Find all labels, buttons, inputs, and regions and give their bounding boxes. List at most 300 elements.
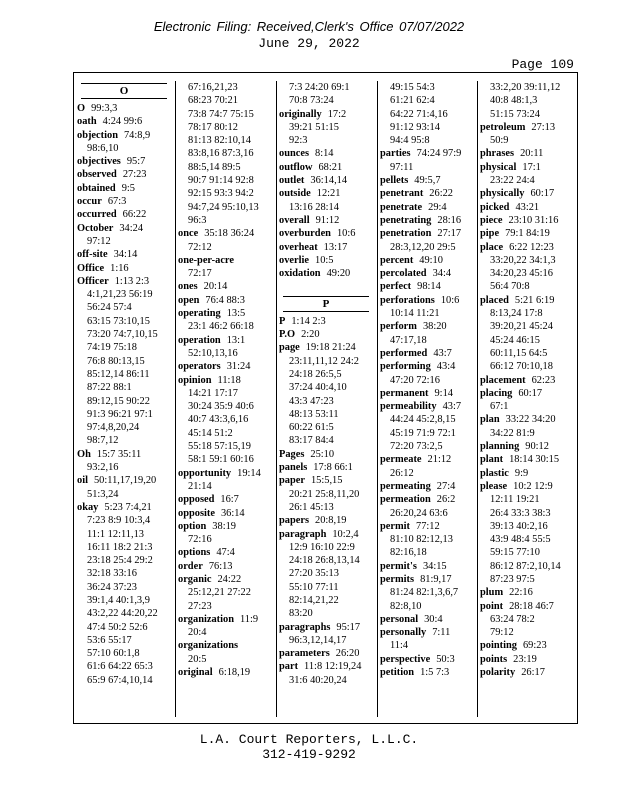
index-references: 22:16 (509, 587, 533, 599)
index-term: permanent (380, 387, 429, 399)
index-term: placing (480, 387, 513, 399)
index-references: 69:23 (522, 640, 547, 652)
index-continuation: 79:12 (490, 627, 514, 639)
index-entry (380, 214, 474, 227)
index-continuation: 83:8,16 87:3,16 (188, 148, 254, 160)
index-entry (279, 174, 373, 187)
blank-line (279, 280, 373, 293)
index-continuation: 92:15 93:3 94:2 (188, 188, 254, 200)
index-continuation: 96:3 (188, 214, 207, 226)
index-term: Office (77, 262, 105, 274)
index-entry (279, 461, 373, 474)
index-continuation: 44:24 45:2,8,15 (390, 414, 456, 426)
index-entry (178, 666, 272, 679)
footer-phone: 312-419-9292 (262, 747, 356, 762)
index-continuation: 27:23 (188, 600, 212, 612)
section-letter: P (283, 296, 369, 312)
index-references: 21:12 (427, 454, 452, 466)
index-continuation: 76:8 80:13,15 (87, 355, 145, 367)
index-references: 9:14 (434, 387, 453, 399)
index-references: 91:12 (315, 214, 340, 226)
column-divider (377, 81, 378, 717)
index-references: 25:10 (310, 448, 335, 460)
index-term: personally (380, 627, 427, 639)
index-references: 76:4 88:3 (205, 294, 245, 306)
section-letter: O (81, 83, 167, 99)
index-references: 67:3 (107, 196, 127, 208)
index-continuation: 97:11 (390, 161, 414, 173)
index-term: opinion (178, 374, 212, 386)
index-entry (380, 294, 474, 307)
index-continuation: 32:18 33:16 (87, 568, 137, 580)
index-term: overheat (279, 241, 318, 253)
index-entry (178, 613, 272, 626)
index-entry (178, 254, 272, 267)
index-term: part (279, 661, 299, 673)
index-continuation: 13:16 28:14 (289, 201, 339, 213)
index-continuation: 20:5 (188, 653, 207, 665)
index-entry (480, 161, 574, 174)
index-term: originally (279, 108, 322, 120)
index-references: 1:5 7:3 (420, 667, 450, 679)
index-continuation: 55:18 57:15,19 (188, 441, 251, 453)
index-entry (279, 328, 373, 341)
index-continuation: 10:14 11:21 (390, 308, 440, 320)
index-references: 7:11 (432, 627, 451, 639)
index-continuation: 51:3,24 (87, 488, 119, 500)
index-continuation: 55:10 77:11 (289, 581, 339, 593)
index-term: perfect (380, 281, 412, 293)
index-continuation: 68:23 70:21 (188, 95, 238, 107)
index-entry (77, 275, 171, 288)
index-term: page (279, 342, 300, 354)
index-references: 20:8,19 (315, 515, 347, 527)
index-entry (279, 147, 373, 160)
index-references: 17:1 (522, 161, 541, 173)
index-term: performed (380, 347, 428, 359)
index-entry (380, 147, 474, 160)
index-continuation: 81:24 82:1,3,6,7 (390, 587, 459, 599)
index-continuation: 92:3 (289, 135, 308, 147)
index-entry (279, 474, 373, 487)
index-term: observed (77, 169, 117, 181)
index-continuation: 98:7,12 (87, 435, 119, 447)
index-entry (380, 480, 474, 493)
index-references: 95:17 (336, 621, 361, 633)
index-term: original (178, 667, 213, 679)
column-divider (276, 81, 277, 717)
index-entry (178, 360, 272, 373)
index-continuation: 47:20 72:16 (390, 374, 440, 386)
index-term: ones (178, 281, 198, 293)
index-references: 1:14 2:3 (291, 315, 326, 327)
index-continuation: 49:15 54:3 (390, 82, 435, 93)
index-references: 34:4 (432, 268, 452, 280)
index-entry (77, 168, 171, 181)
index-entry (279, 187, 373, 200)
index-entry (480, 639, 574, 652)
index-continuation: 98:6,10 (87, 142, 119, 154)
index-continuation: 45:19 71:9 72:1 (390, 427, 456, 439)
index-continuation: 87:23 97:5 (490, 573, 535, 585)
index-term: options (178, 547, 211, 559)
document-date: June 29, 2022 (258, 36, 360, 51)
index-term: petition (380, 667, 415, 679)
index-entry (279, 161, 373, 174)
index-continuation: 72:17 (188, 268, 212, 280)
index-references: 98:14 (417, 281, 441, 293)
index-term: permeation (380, 494, 431, 506)
index-term: pipe (480, 228, 500, 240)
index-references: 33:22 34:20 (505, 414, 556, 426)
index-continuation: 57:10 60:1,8 (87, 648, 140, 660)
index-continuation: 73:8 74:7 75:15 (188, 108, 254, 120)
index-entry (380, 187, 474, 200)
index-term: papers (279, 515, 310, 527)
index-continuation: 81:13 82:10,14 (188, 135, 251, 147)
index-references: 50:11,17,19,20 (93, 475, 157, 487)
index-continuation: 85:12,14 86:11 (87, 368, 150, 380)
index-entry (178, 334, 272, 347)
index-references: 27:13 (531, 121, 556, 133)
index-term: personal (380, 613, 419, 625)
index-references: 74:8,9 (123, 129, 151, 141)
index-continuation: 23:18 25:4 29:2 (87, 555, 153, 567)
index-references: 38:20 (422, 321, 447, 333)
index-entry (178, 546, 272, 559)
index-continuation: 72:12 (188, 241, 212, 253)
index-continuation: 34:22 81:9 (490, 427, 535, 439)
index-term: October (77, 222, 114, 234)
index-references: 10:6 (440, 294, 460, 306)
index-references: 23:10 31:16 (508, 214, 559, 226)
index-term: objection (77, 129, 118, 141)
index-term: pellets (380, 175, 409, 187)
index-entry (380, 254, 474, 267)
index-references: 13:5 (226, 308, 246, 320)
index-continuation: 25:12,21 27:22 (188, 587, 251, 599)
index-continuation: 89:12,15 90:22 (87, 395, 150, 407)
index-references: 27:17 (437, 228, 462, 240)
index-continuation: 7:23 8:9 10:3,4 (87, 515, 151, 527)
index-term: organization (178, 613, 234, 625)
index-entry (178, 573, 272, 586)
index-term: opposed (178, 494, 215, 506)
index-references: 49:10 (419, 254, 443, 266)
index-term: organic (178, 573, 212, 585)
index-term: once (178, 228, 199, 240)
index-term: physically (480, 188, 525, 200)
index-continuation: 47:4 50:2 52:6 (87, 621, 148, 633)
index-entry (77, 208, 171, 221)
index-continuation: 82:8,10 (390, 600, 422, 612)
index-continuation: 88:5,14 89:5 (188, 161, 241, 173)
index-continuation: 73:20 74:7,10,15 (87, 329, 158, 341)
index-term: outside (279, 188, 311, 200)
index-term: permit's (380, 560, 417, 572)
index-continuation: 91:3 96:21 97:1 (87, 408, 153, 420)
index-continuation: 83:17 84:4 (289, 435, 334, 447)
index-continuation: 61:21 62:4 (390, 95, 435, 107)
index-continuation: 94:7,24 95:10,13 (188, 201, 259, 213)
index-continuation: 36:24 37:23 (87, 581, 137, 593)
index-continuation: 56:24 57:4 (87, 302, 132, 314)
index-entry (380, 280, 474, 293)
index-continuation: 43:9 48:4 55:5 (490, 534, 551, 546)
index-continuation: 33:2,20 39:11,12 (490, 82, 561, 93)
index-term: permit (380, 520, 411, 532)
index-term: P (279, 315, 286, 327)
index-continuation: 14:21 17:17 (188, 387, 238, 399)
index-references: 5:23 7:4,21 (104, 501, 152, 513)
index-entry (480, 374, 574, 387)
index-entry (480, 586, 574, 599)
index-continuation: 34:20,23 45:16 (490, 268, 553, 280)
index-term: order (178, 560, 203, 572)
index-column-1 (77, 81, 171, 717)
index-term: plan (480, 414, 500, 426)
index-entry (178, 280, 272, 293)
index-entry (279, 214, 373, 227)
index-term: planning (480, 441, 520, 453)
index-references: 90:12 (525, 441, 549, 453)
index-continuation: 47:17,18 (390, 334, 427, 346)
index-term: physical (480, 161, 517, 173)
index-entry (178, 493, 272, 506)
index-term: paragraph (279, 528, 327, 540)
index-continuation: 81:10 82:12,13 (390, 534, 453, 546)
index-continuation: 93:2,16 (87, 462, 119, 474)
index-term: oxidation (279, 268, 321, 280)
index-term: operators (178, 361, 221, 373)
index-term: penetration (380, 228, 432, 240)
index-continuation: 52:10,13,16 (188, 347, 238, 359)
index-entry (279, 241, 373, 254)
index-references: 6:22 12:23 (509, 241, 554, 253)
index-term: outlet (279, 175, 305, 187)
index-term: parameters (279, 648, 330, 660)
index-continuation: 45:14 51:2 (188, 427, 233, 439)
index-term: point (480, 600, 504, 612)
index-entry (380, 227, 474, 240)
index-term: paper (279, 475, 305, 487)
index-references: 50:3 (436, 653, 455, 665)
index-entry (279, 108, 373, 121)
index-continuation: 11:1 12:11,13 (87, 528, 144, 540)
index-term: phrases (480, 148, 515, 160)
index-continuation: 67:16,21,23 (188, 82, 238, 93)
index-entry (77, 501, 171, 514)
index-references: 43:4 (436, 361, 456, 373)
index-term: overall (279, 214, 310, 226)
index-references: 31:24 (226, 361, 251, 373)
index-references: 4:24 99:6 (102, 116, 143, 128)
index-references: 17:8 66:1 (313, 462, 353, 474)
index-references: 34:14 (113, 249, 138, 261)
index-entry (279, 621, 373, 634)
index-continuation: 61:6 64:22 65:3 (87, 661, 153, 673)
index-term: overlie (279, 254, 309, 266)
index-entry (480, 294, 574, 307)
index-references: 43:7 (433, 347, 452, 359)
index-entry (178, 374, 272, 387)
index-entry (77, 222, 171, 235)
index-term: occurred (77, 209, 117, 221)
index-frame (73, 72, 578, 724)
index-continuation: 70:8 73:24 (289, 95, 334, 107)
index-column-2 (178, 81, 272, 717)
index-references: 23:19 (513, 653, 537, 665)
index-references: 29:4 (428, 201, 447, 213)
index-continuation: 56:4 70:8 (490, 281, 530, 293)
index-entry (279, 647, 373, 660)
index-references: 28:18 46:7 (509, 600, 554, 612)
index-references: 10:2,4 (332, 528, 359, 540)
index-continuation: 8:13,24 17:8 (490, 308, 543, 320)
index-references: 95:7 (126, 156, 146, 168)
index-term: outflow (279, 161, 313, 173)
index-references: 12:21 (316, 188, 341, 200)
index-term: operation (178, 334, 221, 346)
index-entry (178, 507, 272, 520)
index-references: 68:21 (318, 161, 343, 173)
index-entry (178, 294, 272, 307)
index-continuation: 94:4 95:8 (390, 135, 430, 147)
index-term: plant (480, 454, 504, 466)
index-entry (480, 653, 574, 666)
index-continuation: 33:20,22 34:1,3 (490, 254, 556, 266)
index-continuation: 74:19 75:18 (87, 342, 137, 354)
index-references: 36:14 (220, 507, 245, 519)
index-term: occur (77, 196, 102, 208)
index-entry (279, 227, 373, 240)
index-references: 49:20 (326, 268, 351, 280)
index-continuation: 23:1 46:2 66:18 (188, 321, 254, 333)
index-term: oil (77, 475, 88, 487)
index-entry (380, 201, 474, 214)
filing-stamp: Electronic Filing: Received,Clerk's Office 07/07/2022 (153, 19, 465, 34)
index-entry (279, 315, 373, 328)
index-continuation: 96:3,12,14,17 (289, 634, 347, 646)
index-term: placement (480, 374, 526, 386)
index-entry (77, 448, 171, 461)
index-term: obtained (77, 182, 116, 194)
index-term: opportunity (178, 467, 232, 479)
index-references: 77:12 (416, 520, 440, 532)
index-continuation: 39:21 51:15 (289, 121, 339, 133)
index-entry (480, 201, 574, 214)
index-term: panels (279, 462, 308, 474)
footer-company: L.A. Court Reporters, L.L.C. (199, 732, 419, 747)
index-references: 16:7 (220, 494, 239, 506)
index-continuation: 59:15 77:10 (490, 547, 540, 559)
index-entry (380, 320, 474, 333)
index-entry (380, 267, 474, 280)
index-term: O (77, 103, 86, 114)
column-divider (175, 81, 176, 717)
index-references: 8:14 (315, 148, 334, 160)
index-references: 9:5 (121, 182, 135, 194)
index-references: 15:7 35:11 (96, 448, 142, 460)
index-continuation: 28:3,12,20 29:5 (390, 241, 456, 253)
index-entry (380, 347, 474, 360)
index-continuation: 50:9 (490, 135, 509, 147)
index-references: 47:4 (216, 547, 235, 559)
index-references: 2:20 (301, 329, 320, 341)
index-term: operating (178, 308, 221, 320)
index-continuation: 86:12 87:2,10,14 (490, 560, 561, 572)
index-term: paragraphs (279, 621, 331, 633)
index-references: 20:14 (203, 281, 228, 293)
index-continuation: 72:16 (188, 534, 212, 546)
page-number: Page 109 (511, 57, 574, 72)
index-references: 19:18 21:24 (305, 342, 356, 354)
index-references: 34:15 (422, 560, 447, 572)
index-continuation: 58:1 59:1 60:16 (188, 454, 254, 466)
index-continuation: 26:20,24 63:6 (390, 507, 448, 519)
index-continuation: 87:22 88:1 (87, 382, 132, 394)
index-references: 62:23 (531, 374, 556, 386)
index-entry (380, 387, 474, 400)
index-references: 17:2 (327, 108, 347, 120)
index-references: 10:2 12:9 (513, 480, 553, 492)
index-continuation: 20:4 (188, 627, 207, 639)
index-entry (77, 155, 171, 168)
index-term: oath (77, 116, 97, 128)
index-references: 10:5 (315, 254, 334, 266)
index-continuation: 66:12 70:10,18 (490, 361, 553, 373)
index-entry (480, 187, 574, 200)
index-entry (380, 174, 474, 187)
index-term: perforations (380, 294, 435, 306)
index-continuation: 67:1 (490, 401, 509, 413)
index-term: performing (380, 361, 431, 373)
index-references: 24:22 (217, 573, 242, 585)
index-references: 11:9 (240, 613, 259, 625)
index-continuation: 26:12 (390, 467, 414, 479)
index-continuation: 24:18 26:5,5 (289, 368, 342, 380)
index-term: organizations (178, 640, 239, 652)
index-continuation: 26:4 33:3 38:3 (490, 507, 551, 519)
index-entry (178, 467, 272, 480)
index-references: 20:11 (520, 148, 544, 160)
index-term: permeating (380, 480, 431, 492)
index-term: picked (480, 201, 510, 213)
index-entry (480, 387, 574, 400)
index-entry (480, 480, 574, 493)
index-references: 18:14 30:15 (509, 454, 560, 466)
index-entry (77, 474, 171, 487)
index-continuation: 26:1 45:13 (289, 501, 334, 513)
index-references: 81:9,17 (420, 573, 452, 585)
index-continuation: 82:14,21,22 (289, 594, 339, 606)
index-continuation: 82:16,18 (390, 547, 427, 559)
index-entry (77, 129, 171, 142)
index-continuation: 21:14 (188, 480, 212, 492)
index-entry (380, 560, 474, 573)
index-entry (380, 400, 474, 413)
index-continuation: 11:4 (390, 640, 409, 652)
index-term: penetrating (380, 214, 432, 226)
index-references: 13:1 (226, 334, 246, 346)
index-entry (77, 248, 171, 261)
index-references: 1:13 2:3 (114, 275, 150, 287)
index-term: Pages (279, 448, 305, 460)
index-entry (380, 360, 474, 373)
index-continuation: 45:24 46:15 (490, 334, 540, 346)
index-continuation: 4:1,21,23 56:19 (87, 289, 153, 301)
index-entry (380, 613, 474, 626)
